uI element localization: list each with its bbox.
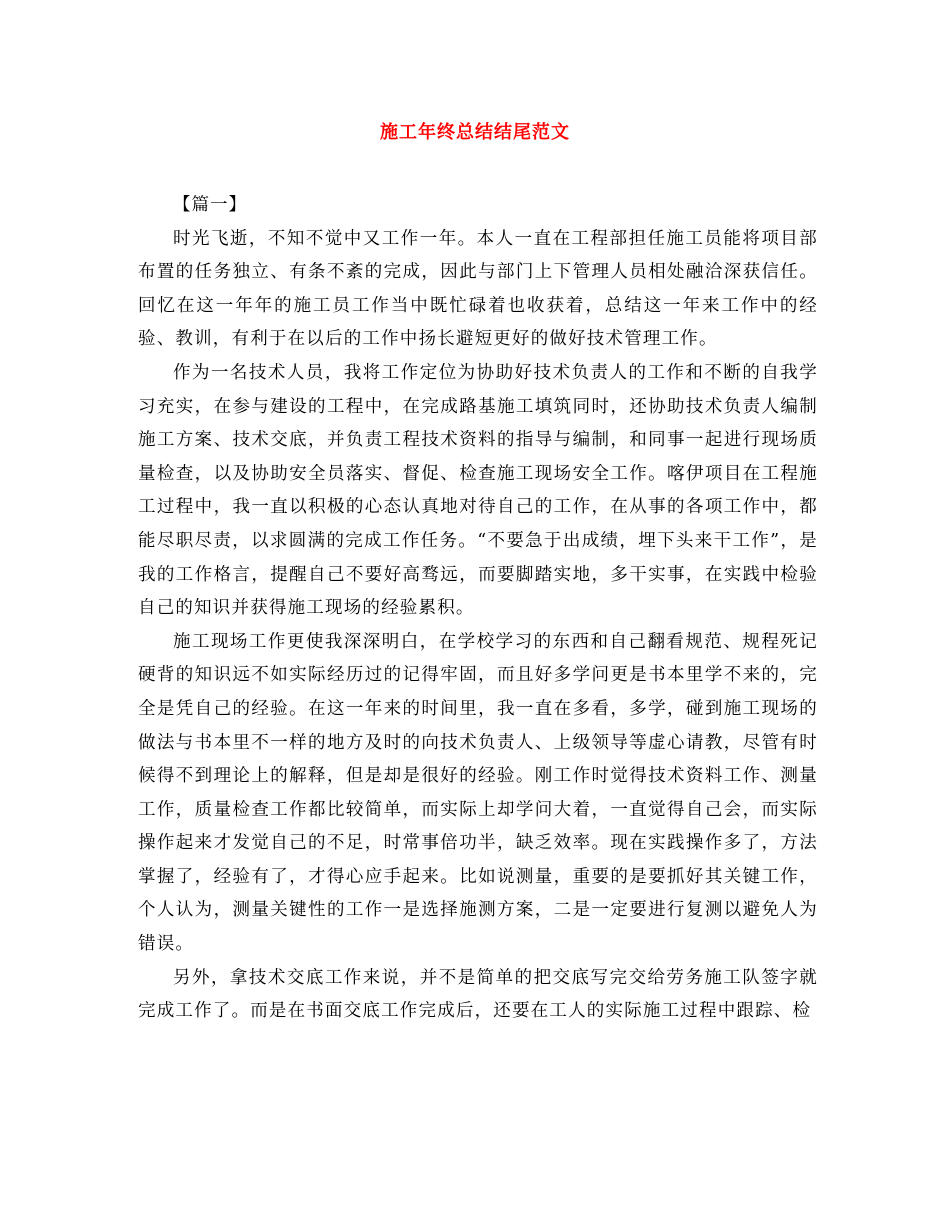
paragraph-2: 作为一名技术人员，我将工作定位为协助好技术负责人的工作和不断的自我学习充实，在参与建设的工程中，在完成路基施工填筑同时，还协助技术负责人编制施工方案、技术交底，并负责工程技术资料的指导与编制，和同事一起进行现场质量检查，以及协助安全员落实、督促、检查施工现场安全工作。喀伊项目在工程施工过程中，我一直以积极的心态认真地对待自己的工作，在从事的各项工作中，都能尽职尽责，以求圆满的完成工作任务。“不要急于出成绩，埋下头来干工作”，是我的工作格言，提醒自己不要好高骛远，而要脚踏实地，多干实事，在实践中检验自己的知识并获得施工现场的经验累积。 — [138, 362, 818, 619]
document-body — [138, 189, 818, 1029]
paragraph-3: 施工现场工作更使我深深明白，在学校学习的东西和自己翻看规范、规程死记硬背的知识远不如实际经历过的记得牢固，而且好多学问更是书本里学不来的，完全是凭自己的经验。在这一年来的时间里，我一直在多看，多学，碰到施工现场的做法与书本里不一样的地方及时的向技术负责人、上级领导等虚心请教，尽管有时候得不到理论上的解释，但是却是很好的经验。刚工作时觉得技术资料工作、测量工作，质量检查工作都比较简单，而实际上却学问大着，一直觉得自己会，而实际操作起来才发觉自己的不足，时常事倍功半，缺乏效率。现在实践操作多了，方法掌握了，经验有了，才得心应手起来。比如说测量，重要的是要抓好其关键工作，个人认为，测量关键性的工作一是选择施测方案，二是一定要进行复测以避免人为错误。 — [138, 631, 818, 955]
paragraph-1: 时光飞逝，不知不觉中又工作一年。本人一直在工程部担任施工员能将项目部布置的任务独立、有条不紊的完成，因此与部门上下管理人员相处融洽深获信任。回忆在这一年年的施工员工作当中既忙碌着也收获着，总结这一年来工作中的经验、教训，有利于在以后的工作中扬长避短更好的做好技术管理工作。 — [138, 228, 818, 350]
paragraph-4: 另外，拿技术交底工作来说，并不是简单的把交底写完交给劳务施工队签字就完成工作了。而是在书面交底工作完成后，还要在工人的实际施工过程中跟踪、检 — [138, 967, 818, 1022]
section-label: 【篇一】 — [173, 195, 247, 215]
document-title: 施工年终总结结尾范文 — [380, 122, 570, 143]
